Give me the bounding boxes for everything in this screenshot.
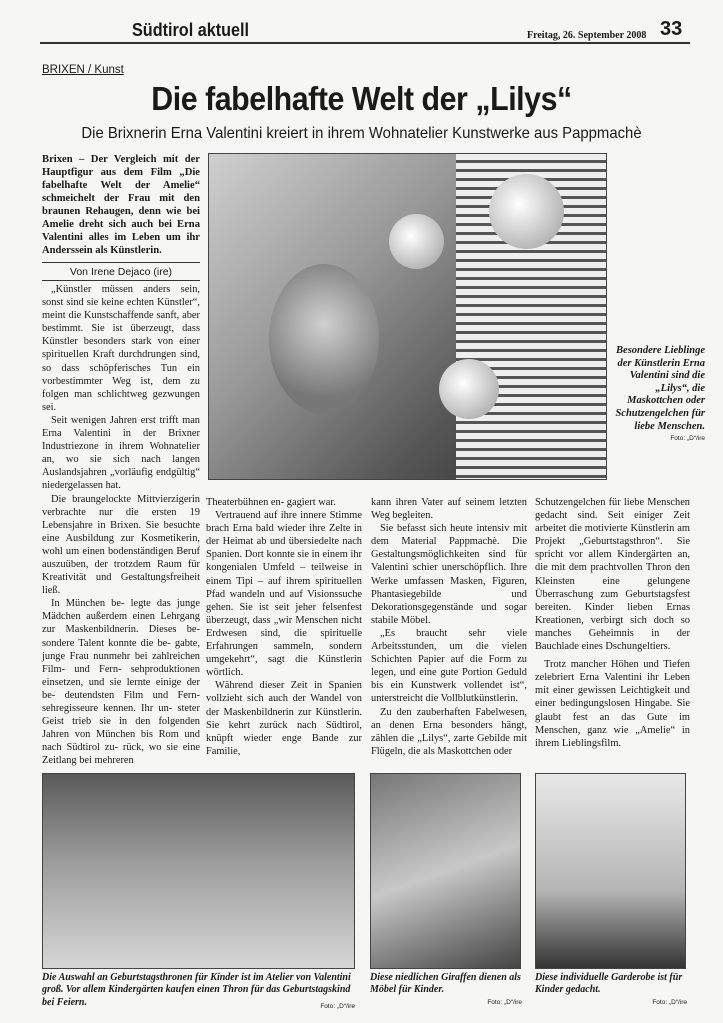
paragraph: Sie befasst sich heute intensiv mit dem Material Pappmachè. Die Gestaltungsmöglichkeiten sind für Valentini schier unerschöpflich. Ihre Werke umfassen Masken, Figuren, Phantasiegebilde und Dekorationsgegenstände und sogar stabile Möbel.	[371, 523, 527, 626]
lead-paragraph: Brixen – Der Vergleich mit der Hauptfigur aus dem Film „Die fabelhafte Welt der Amelie“ schmeichelt der Frau mit den braunen Rehaugen, denn wie bei Amelie dreht sich auch bei Erna Valentini alles im Leben um ihr Anderssein als Künstlerin.	[42, 154, 200, 256]
caption-text: Die Auswahl an Geburtstagsthronen für Kinder ist im Atelier von Valentini groß. Vor allem Kindergärten kaufen einen Thron für das Geburtstagskind bei Feiern.	[42, 972, 351, 1008]
photo-credit: Foto: „D“/ire	[670, 435, 705, 443]
photo-giraffes	[370, 773, 521, 969]
photo-caption-giraffes	[370, 972, 522, 1009]
artist-figure	[269, 264, 379, 414]
text-column-3	[371, 496, 527, 758]
photo-credit: Foto: „D“/ire	[652, 998, 687, 1006]
paragraph: „Künstler müssen anders sein, sonst sind sie keine echten Künstler“, meint die Kunstschaffende sanft, aber bestimmt. Sie ist überzeugt, dass Künstler besonders stark von einer spirituellen Kraft durchdrungen sind, so dass schöpferisches Tun ein vorbestimmter Weg ist, dem zu folgen man schlichtweg gezwungen sei.	[42, 284, 200, 413]
photo-wardrobe	[535, 773, 686, 969]
paragraph: Vertrauend auf ihre innere Stimme brach Erna bald wieder ihre Zelte in der Heimat ab und übersiedelte nach Spanien. Dort konnte sie in einem ihr kongenialen Umfeld – teilweise in einem Tipi – auf ihrem spirituellen Pfad wandeln und auf Visionssuche gehen. Sie ist seit jeher felsenfest überzeugt, dass „wir Menschen nicht Erdwesen sind, die spirituelle Erfahrungen sammeln, sondern umgekehrt“, sagt die Künstlerin wörtlich.	[206, 510, 362, 679]
paragraph: „Es braucht sehr viele Arbeitsstunden, um die vielen Schichten Papier auf die Form zu legen, und eine gute Portion Geduld bis ein Kunstwerk vollendet ist“, unterstreicht die Vollblutkünstlerin.	[371, 627, 527, 705]
subheadline: Die Brixnerin Erna Valentini kreiert in ihrem Wohnatelier Kunstwerke aus Pappmachè	[81, 125, 642, 142]
headline: Die fabelhafte Welt der „Lilys“	[151, 80, 572, 117]
lily-sculpture	[489, 174, 564, 249]
lily-sculpture	[389, 214, 444, 269]
paragraph: In München be- legte das junge Mädchen außerdem einen Lehrgang zur Maskenbildnerin. Dieses be- sondere Talent konnte die be- gabte, junge Frau nunmehr bei zahlreichen Film- und Fern- sehproduktionen einsetzen, und sie lernte einige der be- deutendsten Film und Fern- sehregisseure kennen. Ihr un- steter Geist trieb sie in den folgenden Jahren von München bis Rom und nach Südtirol zu- rück, wo sie eine Zeitlang bei mehreren	[42, 598, 200, 767]
caption-text: Diese niedlichen Giraffen dienen als Möbel für Kinder.	[370, 972, 521, 996]
paragraph: Seit wenigen Jahren erst trifft man Erna Valentini in der Brixner Industriezone in ihrem Wohnatelier an, wo sie sich nach langen Auslandsjahren „vorläufig endgültig“ niedergelassen hat.	[42, 414, 200, 492]
text-column-2	[206, 496, 362, 758]
photo-caption-wardrobe	[535, 972, 687, 1009]
byline: Von Irene Dejaco (ire)	[42, 262, 200, 281]
paragraph: Theaterbühnen en- gagiert war.	[206, 497, 336, 508]
kicker: BRIXEN / Kunst	[42, 64, 124, 76]
paragraph: Schutzengelchen für liebe Menschen gedacht sind. Seit einiger Zeit arbeitet die motivierte Künstlerin am Projekt „Geburtstagsthron“. Sie spricht vor allem Kindergärten an, die mit dem prachtvollen Thron den Kleinsten eine gelungene Überraschung zum Geburtstagsfest bereiten. Kinder lieben Ernas Kreationen, verbirgt sich doch so manches Geheimnis in der Bauchlade eines Dschungeltiers.	[535, 497, 690, 653]
photo-artist-with-lilys	[208, 153, 607, 480]
section-title: Südtirol aktuell	[132, 20, 250, 40]
caption-text: Besondere Lieblinge der Künstlerin Erna Valentini sind die „Lilys“, die Maskottchen oder Schutzengelchen für liebe Menschen.	[615, 345, 705, 432]
photo-caption-thrones	[42, 972, 355, 1013]
paragraph: kann ihren Vater auf seinem letzten Weg begleiten.	[371, 497, 527, 522]
text-column-4	[535, 496, 690, 750]
text-column-1	[42, 283, 200, 767]
paragraph: Zu den zauberhaften Fabelwesen, an denen Erna besonders hängt, zählen die „Lilys“, zarte Gebilde mit Flügeln, die als Maskottchen oder	[371, 706, 527, 757]
page-number: 33	[660, 18, 683, 40]
photo-credit: Foto: „D“/ire	[320, 1002, 355, 1010]
issue-date: Freitag, 26. September 2008	[527, 30, 647, 41]
photo-credit: Foto: „D“/ire	[487, 998, 522, 1006]
lily-sculpture	[439, 359, 499, 419]
photo-birthday-thrones	[42, 773, 355, 969]
caption-text: Diese individuelle Garderobe ist für Kinder gedacht.	[535, 972, 683, 996]
paragraph: Trotz mancher Höhen und Tiefen zelebriert Erna Valentini ihr Leben mit einer gewissen Leichtigkeit und einer bedingungslosen Hingabe. Sie glaubt fest an das Gute im Menschen, ganz wie „Amelie“ in ihrem Lieblingsfilm.	[535, 659, 690, 749]
header-rule	[40, 42, 690, 44]
photo-caption-main	[612, 345, 705, 446]
paragraph: Die braungelockte Mittvierzigerin verbrachte nur die ersten 19 Lebensjahre in Brixen. Sie besuchte eine Ausbildung zur Kosmetikerin, wohl um einen bodenständigen Beruf auszuüben, der trotzdem Raum für Kreativität und Gestaltungsfreiheit ließ.	[42, 493, 200, 597]
paragraph: Während dieser Zeit in Spanien vollzieht sich auch der Wandel von der Maskenbildnerin zur Künstlerin. Sie kehrt zurück nach Südtirol, knüpft wieder enge Bande zur Familie,	[206, 680, 362, 757]
